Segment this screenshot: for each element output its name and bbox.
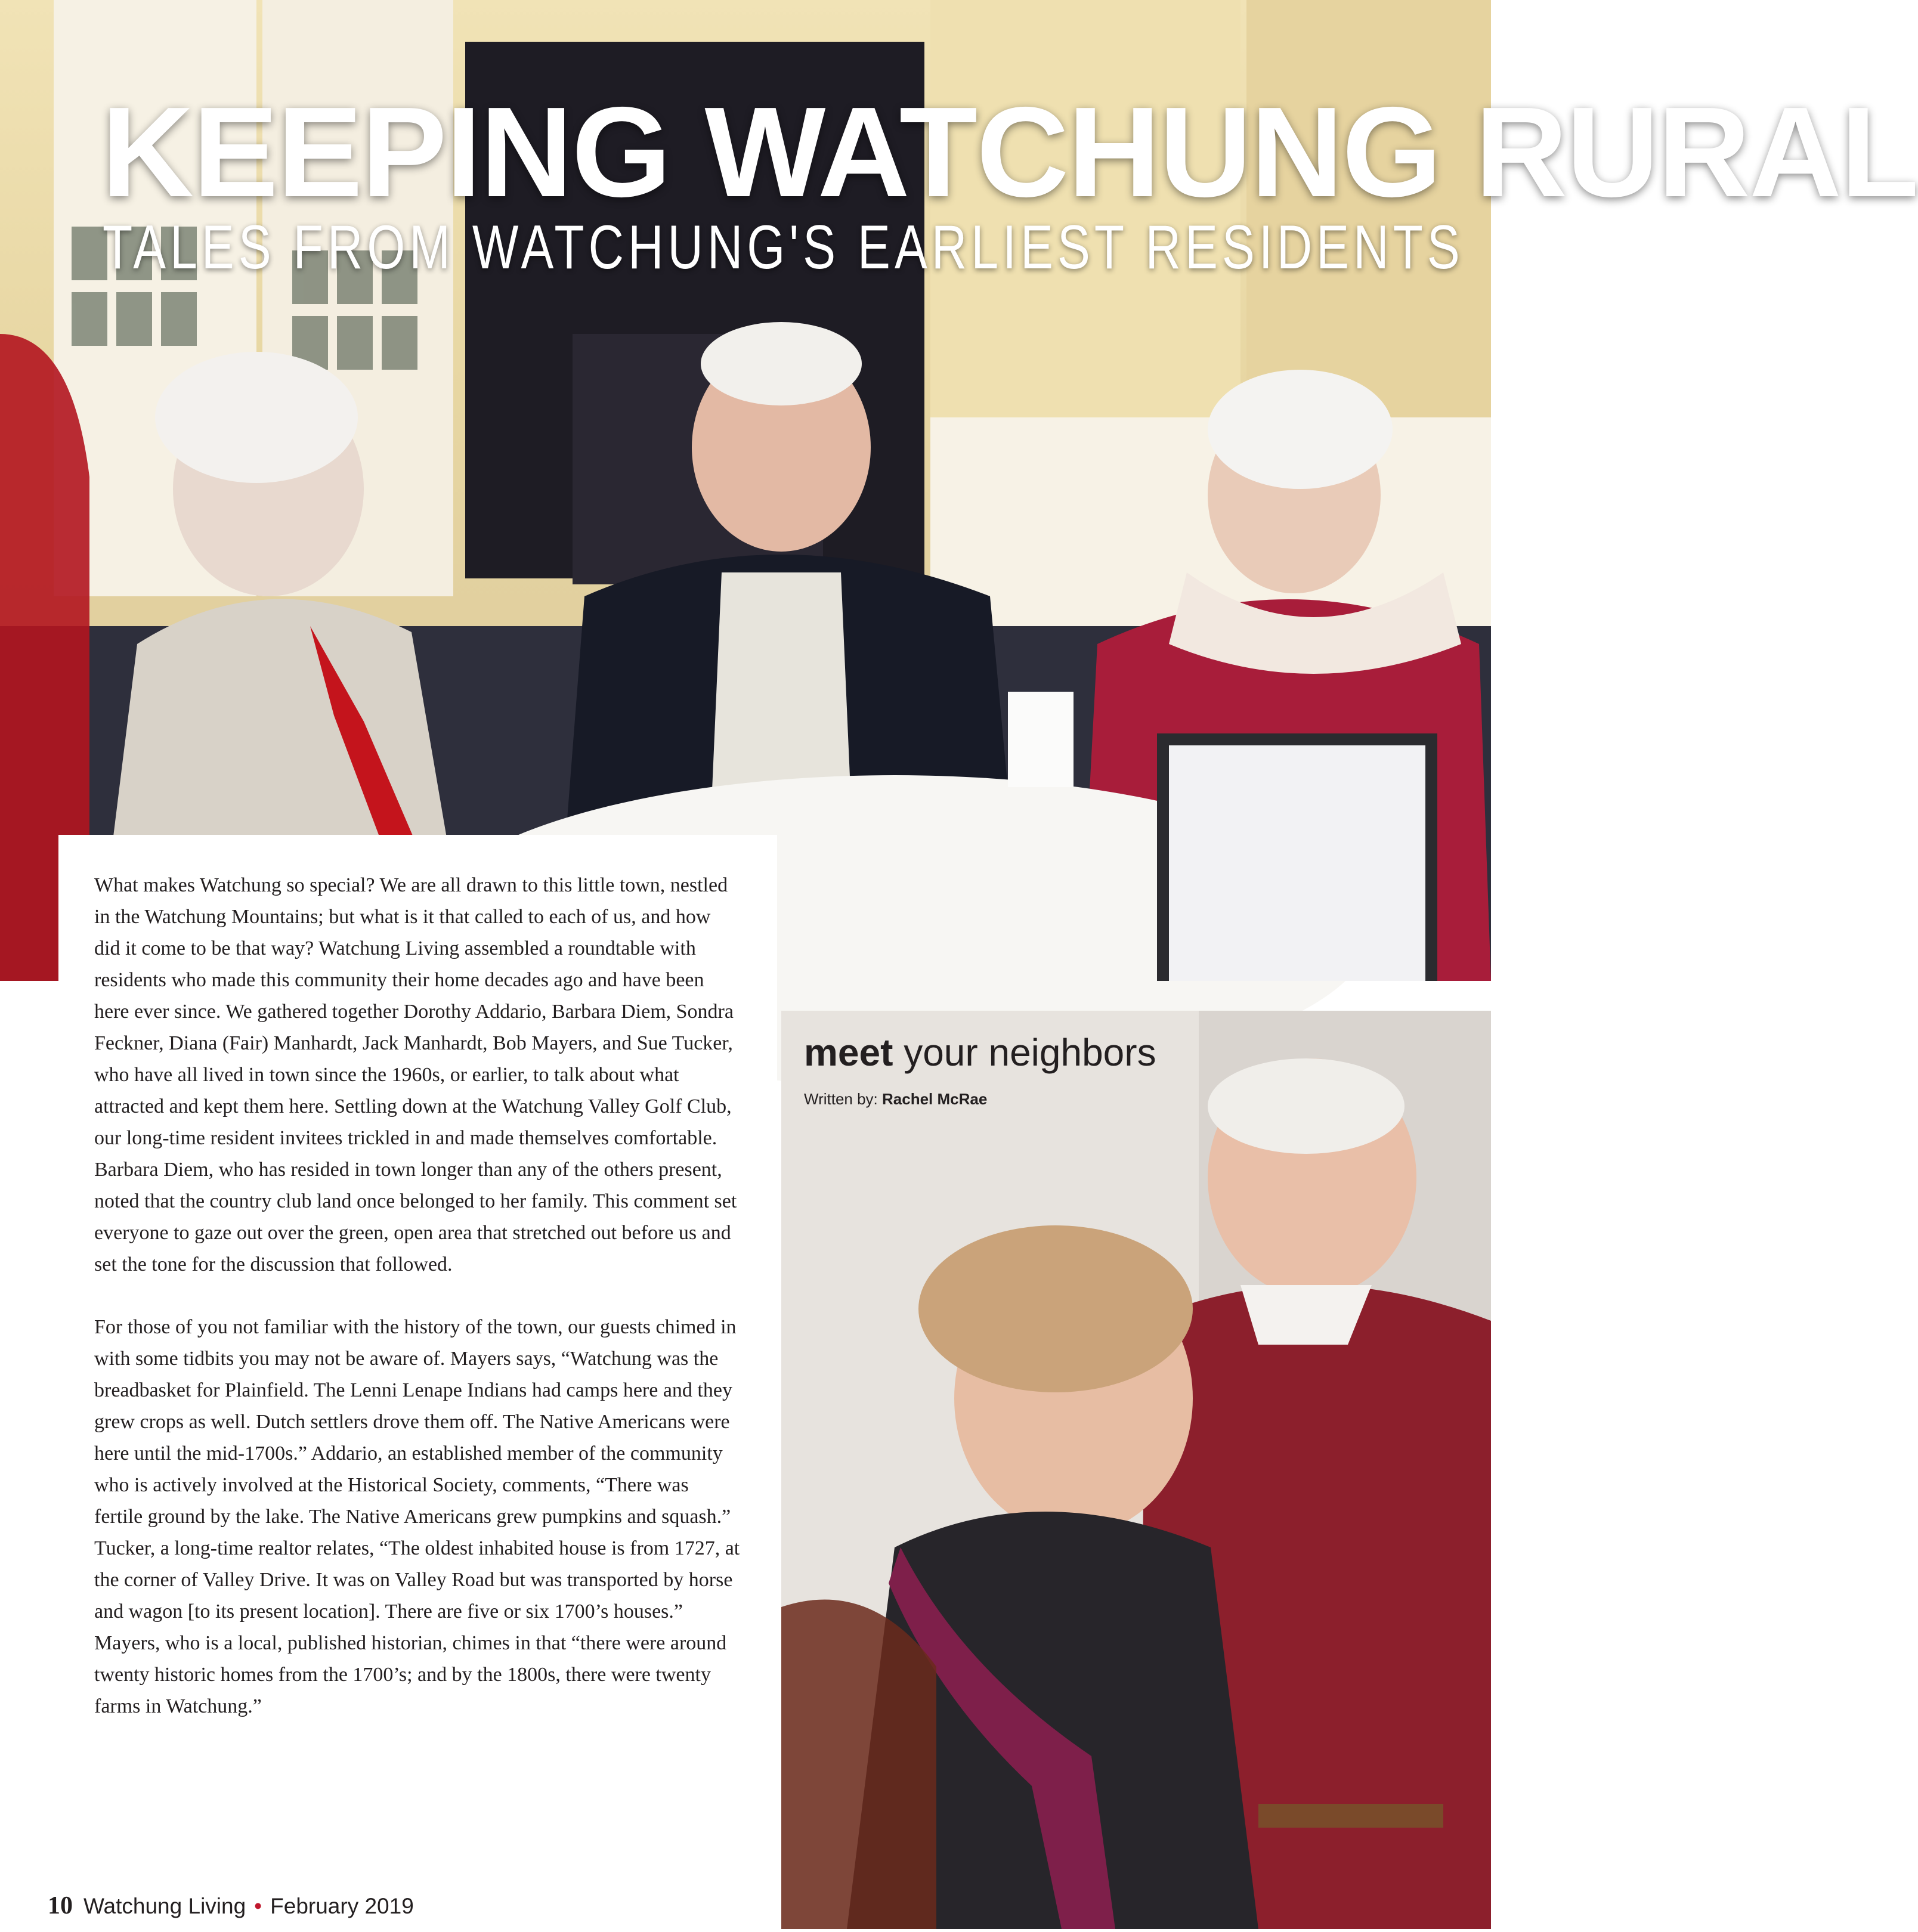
headline: KEEPING WATCHUNG RURAL: [101, 80, 1918, 224]
byline: [804, 1090, 987, 1109]
page-footer: [48, 1891, 414, 1920]
footer-separator: •: [254, 1894, 262, 1918]
article-body: [58, 835, 777, 1849]
page-number: 10: [48, 1892, 73, 1919]
neighbors-photo-illustration: [781, 1011, 1491, 1929]
byline-author: Rachel McRae: [882, 1090, 988, 1108]
section-label: [804, 1030, 1156, 1075]
publication-name: Watchung Living: [83, 1894, 246, 1918]
neighbors-photo: [781, 1011, 1491, 1929]
subheadline: TALES FROM WATCHUNG'S EARLIEST RESIDENTS: [103, 213, 1464, 282]
byline-prefix: Written by:: [804, 1090, 878, 1108]
issue-date: February 2019: [270, 1894, 414, 1918]
article-paragraph: For those of you not familiar with the history of the town, our guests chimed in with some tidbits you may not be aware of. Mayers says, “Watchung was the breadbasket for Plainfield. The Lenni Lenape Indians had camps here and they grew crops as well. Dutch settlers drove them off. The Native Americans were here until the mid-1700s.” Addario, an established member of the community who is actively involved at the Historical Society, comments, “There was fertile ground by the lake. The Native Americans grew pumpkins and squash.” Tucker, a long-time realtor relates, “The oldest inhabited house is from 1727, at the corner of Valley Drive. It was on Valley Road but was transported by horse and wagon [to its present location]. There are five or six 1700’s houses.” Mayers, who is a local, published historian, chimes in that “there were around twenty historic homes from the 1700’s; and by the 1800s, there were twenty farms in Watchung.”: [94, 1316, 740, 1717]
section-label-rest: your neighbors: [904, 1031, 1156, 1074]
article-paragraph: What makes Watchung so special? We are all drawn to this little town, nestled in the Watchung Mountains; but what is it that called to each of us, and how did it come to be that way? Watchung Living assembled a roundtable with residents who made this community their home decades ago and have been here ever since. We gathered together Dorothy Addario, Barbara Diem, Sondra Feckner, Diana (Fair) Manhardt, Jack Manhardt, Bob Mayers, and Sue Tucker, who have all lived in town since the 1960s, or earlier, to talk about what attracted and kept them here. Settling down at the Watchung Valley Golf Club, our long-time resident invitees trickled in and made themselves comfortable. Barbara Diem, who has resided in town longer than any of the others present, noted that the country club land once belonged to her family. This comment set everyone to gaze out over the green, open area that stretched out before us and set the tone for the discussion that followed.: [94, 874, 737, 1275]
section-label-bold: meet: [804, 1031, 893, 1074]
